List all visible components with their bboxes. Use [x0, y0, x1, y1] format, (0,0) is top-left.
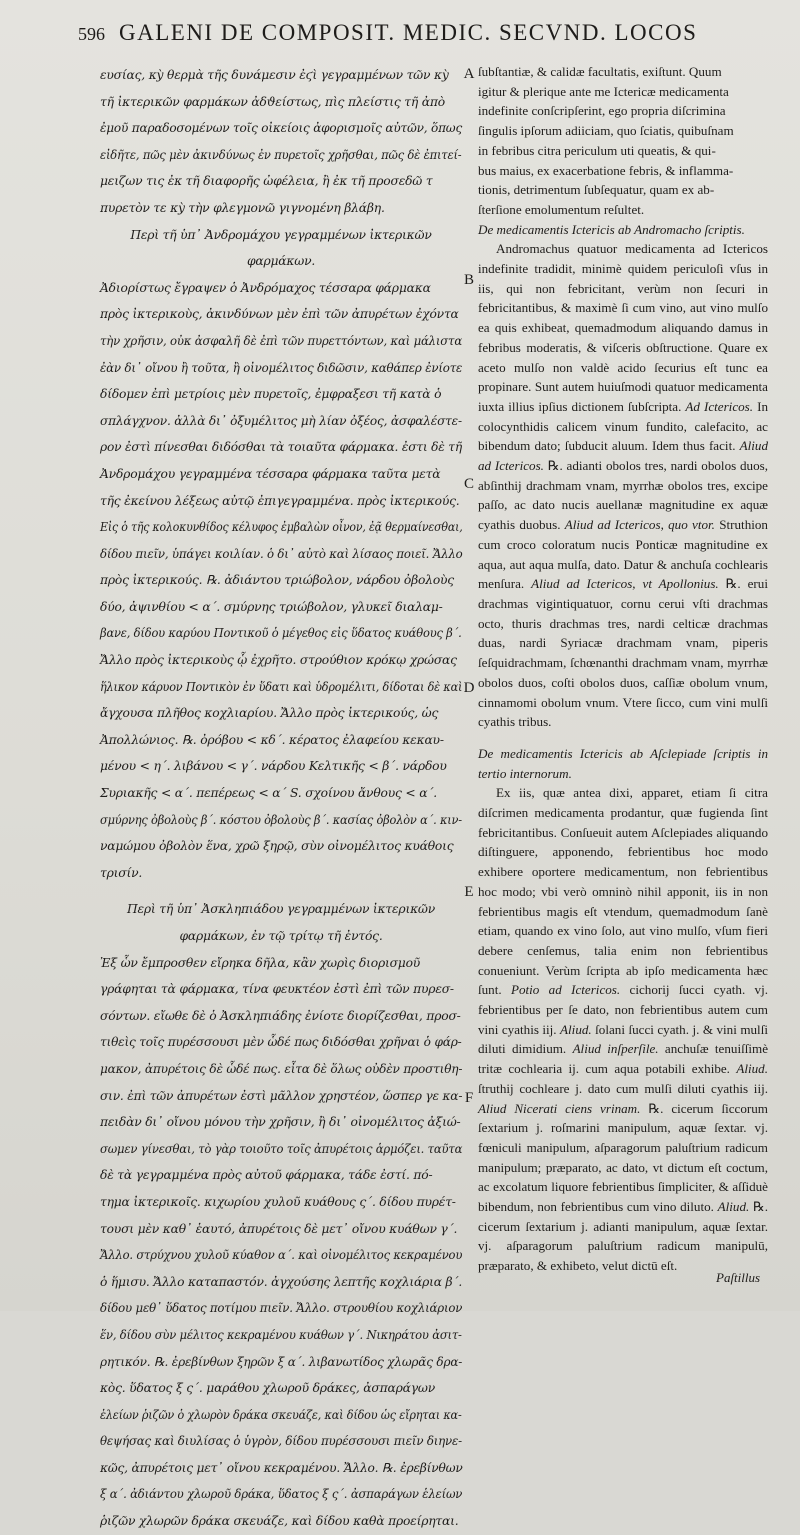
greek-text-line: ὁ ἥμισυ. Ἄλλο καταπαστόν. ἀγχούσης λεπτῆς κοχλιάρια β΄.	[100, 1274, 463, 1289]
greek-text-line: βανε, δίδου καρύου Ποντικοῦ ὁ μέγεθος εἰς ὕδατος κυάθους β΄.	[100, 626, 462, 641]
greek-text-line: ξ α΄. ἀδιάντου χλωροῦ δράκα, ὕδατος ξ ς΄. ἀσπαράγων ἑλείων	[100, 1487, 463, 1502]
recipe-text: ſtruthij cochleare j. dato cum mulſi diluti cyathis iij.	[478, 1080, 768, 1096]
latin-text-line: bus maius, ex exacerbatione febris, & inflamma-	[478, 162, 734, 178]
recipe-text: ſolani ſucci cyath. j. & vini mulſi diluti dimidium.	[478, 1021, 768, 1057]
latin-section-1-text: Andromachus quatuor medicamenta ad Ictericos indefinite tradidit, minimè quidem periculoſi vſus in iis, qui non febricitant, verùm non ſecuri in febricitantibus, & maximè ſi cum vino, aut vino mulſo ea quis exhibeat, quemadmodum aliquando damus in febribus moderatis, & viſceris obſtructione. Quare ex aceto mulſo non valdè acido ſecurius eſt tunc ea propinare. Sunt autem huiuſmodi quatuor medicamenta iuxta illius ipſius dictionem ſubſcripta.	[478, 241, 768, 414]
latin-text-line: igitur & plerique ante me Ictericæ medicamenta	[478, 83, 729, 99]
greek-text-line: γράφηται τὰ φάρμακα, τίνα φευκτέον ἐστὶ ἐπὶ τῶν πυρεσ-	[100, 982, 454, 997]
greek-text-line: ναμώμου ὀβολὸν ἕνα, χρῶ ξηρῷ, σὺν οἰνομέλιτος κυάθοις	[100, 839, 454, 854]
margin-letter-a: A	[463, 66, 475, 82]
latin-text-line: ſingulis ipſorum adiiciam, quo ſciatis, quibuſnam	[478, 123, 734, 139]
greek-text-line: ῥιζῶν χλωρῶν δράκα σκευάζε, καὶ δίδου καθὰ προείρηται.	[100, 1514, 459, 1529]
latin-section-2-title: De medicamentis Ictericis ab Aſclepiade ſcriptis in tertio internorum.	[478, 745, 768, 781]
latin-text-line: indefinite conſcripſerint, ego propria diſcrimina	[478, 103, 726, 119]
recipe-label: Aliud.	[560, 1021, 592, 1037]
greek-section-1-body	[100, 275, 462, 887]
greek-text-line: κῶς, ἀπυρέτοις μετ᾽ οἴνου κεκραμένου. Ἄλλο. ℞. ἐρεβίνθων	[100, 1460, 463, 1475]
margin-letter-b: B	[463, 272, 474, 288]
recipe-label: Aliud ad Ictericos.	[478, 438, 768, 474]
latin-section-2-body	[478, 783, 768, 1276]
greek-text-line: τουσι μὲν καθ᾽ ἑαυτό, ἀπυρέτοις δὲ μετ᾽ οἴνου κυάθων γ΄.	[100, 1221, 458, 1236]
recipe-text: ℞. erui drachmas vigintiquatuor, cornu cerui vſti drachmas octo, thuris drachmas tres, nardi celticæ drachmas duas, nardi Syriacæ drachmam vnam, piperis ſeſquidrachmam, ſchœnanthi drachmam vnam, myrrhæ obolos duos, coſti obolos duos, caſſiæ obolum vnum, cinnamomi obolum vnum. Vtere ſicco, cum vini mulſi cyathis tribus.	[478, 576, 768, 730]
greek-text-line: δίδομεν ἐπὶ μετρίοις μὲν πυρετοῖς, ἐμφραξεσι τῆ κατὰ ὁ	[100, 387, 442, 402]
page-header	[78, 20, 760, 46]
latin-text-line: in febribus citra periculum uti queatis, & qui-	[478, 142, 716, 158]
recipe-label: Aliud ad Ictericos, quo vtor.	[564, 517, 715, 533]
latin-section-2-text: Ex iis, quæ antea dixi, apparet, etiam ſi citra diſcrimen medicamenta prodantur, quæ fugienda ſint febricitantibus. Conſueuit autem Aſclepiades aliquando diſtinguere, apponendo, febrientibus hoc modo exhibere oportere medicamentum, non febrientibus hoc modo; vbi verò omninò nihil apponit, iis in non febrientibus magis eſt vtendum, quemadmodum ſanè etiam, quando ex vino ſolo, aut vino mulſo, vſum fieri debere cenſemus, talia enim non febrientibus conueniunt. Verùm ſcripta ab ipſo medicamenta hæc ſunt.	[478, 785, 768, 998]
latin-section-2-recipes	[478, 982, 768, 1273]
latin-section-1-title: De medicamentis Ictericis ab Andromacho ſcriptis.	[478, 221, 745, 237]
recipe-text: Struthion cum croco coloratum nucis Ponticæ magnitudine ex aqua, aut aqua mulſa, dato. Datur & anchuſa cochlearis menſura.	[478, 517, 768, 592]
recipe-label: Aliud ad Ictericos, vt Apollonius.	[531, 576, 719, 592]
greek-section-2-title: Περὶ τῆ ὑπ᾽ Ἀσκληπιάδου γεγραμμένων ἰκτερικῶν φαρμάκων, ἐν τῷ τρίτῳ τῆ ἐντός.	[126, 902, 436, 943]
greek-text-line: δύο, ἀψινθίου < α΄. σμύρνης τριώβολον, γλυκεῖ διαλαμ-	[100, 599, 443, 614]
greek-text-line: ἐμοῦ παραδοσομένων τοῖς οἰκείοις ἀφορισμοῖς αὐτῶν, ὅπως	[100, 121, 463, 136]
latin-column	[478, 62, 768, 1276]
greek-text-line: ἥλικον κάρυον Ποντικὸν ἐν ὕδατι καὶ ὑδρομέλιτι, δίδοται δὲ καὶ	[100, 679, 463, 694]
greek-text-line: σιν. ἐπὶ τῶν ἀπυρέτων ἐστὶ μᾶλλον χρηστέον, ὥσπερ γε κα-	[100, 1088, 463, 1103]
greek-text-line: ἑλείων ῥιζῶν ὁ χλωρὸν δράκα σκευάζε, καὶ δίδου ὡς εἴρηται κα-	[100, 1407, 462, 1422]
greek-text-line: σωμεν γίνεσθαι, τὸ γὰρ τοιοῦτο τοῖς ἀπυρέτοις ἁρμόζει. ταῦτα	[100, 1141, 463, 1156]
greek-intro	[100, 62, 462, 222]
greek-text-line: ρητικόν. ℞. ἐρεβίνθων ξηρῶν ξ α΄. λιβανωτίδος χλωρᾶς δρα-	[100, 1354, 463, 1369]
greek-text-line: Ἄλλο. στρύχνου χυλοῦ κύαθον α΄. καὶ οἰνομέλιτος κεκραμένου	[100, 1248, 463, 1263]
greek-text-line: Εἰς ὁ τῆς κολοκυνθίδος κέλυφος ἐμβαλὼν οἶνον, ἐᾷ θερμαίνεσθαι,	[100, 520, 463, 535]
page-number: 596	[78, 24, 105, 44]
greek-text-line: ἄγχουσα πλῆθος κοχλιαρίου. Ἄλλο πρὸς ἰκτερικούς, ὡς	[100, 706, 439, 721]
greek-text-line: τημα ἰκτερικοῖς. κιχωρίου χυλοῦ κυάθους ς΄. δίδου πυρέτ-	[100, 1194, 456, 1209]
greek-text-line: ευσίας, κỳ θερμὰ τῆς δυνάμεσιν ἐϛὶ γεγραμμένων τῶν κỳ	[100, 68, 449, 82]
greek-text-line: τῆ ἰκτερικῶν φαρμάκων ἀδϑείστως, πὶς πλείστις τῆ ἀπὸ	[100, 94, 445, 109]
greek-text-line: Ἀνδρομάχου γεγραμμένα τέσσαρα φάρμακα ταῦτα μετὰ	[100, 466, 441, 481]
greek-text-line: πειδὰν δι᾽ οἴνου μόνου τὴν χρῆσιν, ἢ δι᾽ οἰνομέλιτος ἀξιώ-	[100, 1115, 461, 1130]
greek-text-line: τῆς ἐκείνου λέξεως αὐτῷ ἐπιγεγραμμένα. πρὸς ἰκτερικούς.	[100, 493, 460, 508]
recipe-text: ℞. adianti obolos tres, nardi obolos duos, abſinthij drachmam vnam, myrrhæ obolos tres, excipe paſſo, ac dato nucis auellanæ magnitudine ex aquæ cyathis duobus.	[478, 458, 769, 533]
greek-section-1-title: Περὶ τῆ ὑπ᾽ Ἀνδρομάχου γεγραμμένων ἰκτερικῶν φαρμάκων.	[130, 227, 432, 269]
greek-text-line: πρὸς ἰκτερικούς. ℞. ἀδιάντου τριώβολον, νάρδου ὀβολοὺς	[100, 573, 454, 588]
recipe-text: anchuſæ tenuiſſimè tritæ cochlearia ij. cum aqua potabili exhibe.	[478, 1041, 768, 1077]
recipe-text: In colocynthidis calicem vinum fundito, calefacito, ac bibendum dato; ſubducit aluum. Idem thus facit.	[478, 398, 769, 454]
greek-text-line: δίδου πιεῖν, ὑπάγει κοιλίαν. ὁ δι᾽ αὐτὸ καὶ λίσαος ποιεῖ. Ἄλλο	[100, 546, 463, 561]
greek-text-line: σόντων. εἴωθε δὲ ὁ Ἀσκληπιάδης ἐνίοτε διορίζεσθαι, προσ-	[100, 1008, 461, 1023]
greek-section-2-body	[100, 950, 462, 1535]
margin-letter-c: C	[463, 476, 474, 492]
recipe-label: Aliud inſperſile.	[572, 1041, 659, 1057]
greek-text-line: Ἀδιορίστως ἔγραψεν ὁ Ἀνδρόμαχος τέσσαρα φάρμακα	[100, 280, 431, 295]
recipe-text: cichorij ſucci cyath. vj. febrientibus per ſe dato, non febrientibus autem cum vini cyathis iij.	[478, 982, 769, 1037]
running-title: GALENI DE COMPOSIT. MEDIC. SECVND. LOCOS	[119, 20, 698, 45]
greek-text-line: εἰδῆτε, πῶς μὲν ἀκινδύνως ἐν πυρετοῖς χρῆσθαι, πῶς δὲ ἐπιτεί-	[100, 147, 462, 162]
latin-section-1-body	[478, 239, 768, 732]
greek-text-line: Συριακῆς < α΄. πεπέρεως < α΄ S. σχοίνου ἄνθους < α΄.	[100, 786, 437, 801]
greek-text-line: πυρετὸν τε κỳ τὴν φλεγμονῶ γιγνομένη βλάβη.	[100, 200, 385, 215]
greek-text-line: ἕν, δίδου σὺν μέλιτος κεκραμένου κυάθων γ΄. Νικηράτου ἀσιτ-	[100, 1327, 462, 1342]
latin-text-line: tionis, detrimentum ſubſequatur, quam ex ab-	[478, 182, 715, 198]
margin-letter-d: D	[463, 680, 475, 696]
greek-text-line: Ἀπολλώνιος. ℞. ὀρόβου < κδ΄. κέρατος ἐλαφείου κεκαυ-	[100, 732, 444, 747]
greek-column	[100, 62, 462, 1535]
greek-text-line: κὸς. ὕδατος ξ ς΄. μαράθου χλωροῦ δράκες, ἀσπαράγων	[100, 1381, 435, 1396]
recipe-label: Aliud.	[736, 1061, 768, 1077]
catchword: Paſtillus	[716, 1270, 761, 1285]
recipe-text: ℞. cicerum ſextarium j. adianti manipulum, aquæ ſextar. vj. aſparagorum paluſtrium radicum manipulū, præparato, & exhibeto, velut dictū eſt.	[478, 1199, 769, 1274]
greek-text-line: τιθεὶς τοῖς πυρέσσουσι μὲν ὧδέ πως διδόσθαι χρῆναι ὁ φάρ-	[100, 1035, 462, 1050]
greek-text-line: μειζων τις ἐκ τῆ διαφορῆς ὠφέλεια, ἢ ἐκ τῆ προσεδῶ τ	[100, 174, 433, 189]
greek-text-line: δὲ τὰ γεγραμμένα πρὸς αὐτοῦ φάρμακα, τάδε ἐστί. πό-	[100, 1168, 433, 1183]
greek-text-line: σμύρνης ὀβολοὺς β΄. κόστου ὀβολοὺς β΄. κασίας ὀβολὸν α΄. κιν-	[100, 812, 462, 827]
greek-text-line: πρὸς ἰκτερικοὺς, ἀκινδύνων μὲν ἐπὶ τῶν ἀπυρέτων ἐχόντα	[100, 307, 459, 322]
greek-text-line: θεψήσας καὶ διυλίσας ὁ ὑγρὸν, δίδου πυρέσσουσι πιεῖν διηνε-	[100, 1434, 462, 1449]
recipe-label: Aliud.	[717, 1199, 750, 1215]
latin-text-line: ſubſtantiæ, & calidæ facultatis, exiſtunt. Quum	[478, 64, 722, 79]
greek-text-line: σπλάγχνον. ἀλλὰ δι᾽ ὀξυμέλιτος μὴ λίαν ὀξέος, ἀσφαλέστε-	[100, 413, 462, 428]
recipe-label: Potio ad Ictericos.	[510, 982, 621, 998]
greek-text-line: τὴν χρῆσιν, οὐκ ἀσφαλῆ δὲ ἐπὶ τῶν πυρεττόντων, καὶ μάλιστα	[100, 333, 463, 348]
greek-text-line: Ἐξ ὧν ἔμπροσθεν εἴρηκα δῆλα, κἂν χωρὶς διορισμοῦ	[100, 955, 421, 970]
latin-section-1-recipes	[478, 399, 768, 729]
greek-text-line: Ἄλλο πρὸς ἰκτερικοὺς ᾧ ἐχρῆτο. στρούθιον κρόκῳ χρώσας	[100, 653, 457, 668]
recipe-label: Aliud Nicerati ciens vrinam.	[478, 1100, 641, 1116]
greek-text-line: τρισίν.	[100, 865, 143, 880]
greek-text-line: ρον ἐστὶ πίνεσθαι διδόσθαι τὰ τοιαῦτα φάρμακα. ἐστι δὲ τῆ	[100, 440, 462, 455]
greek-text-line: δίδου μεθ᾽ ὕδατος ποτίμου πιεῖν. Ἄλλο. στρουθίου κοχλιάριον	[100, 1301, 463, 1316]
margin-letter-e: E	[464, 884, 474, 900]
recipe-label: Ad Ictericos.	[685, 398, 754, 414]
latin-intro	[478, 62, 768, 220]
greek-text-line: ἐὰν δι᾽ οἴνου ἢ τοῦτα, ἢ οἰνομέλιτος διδῶσιν, καθάπερ ἐνίοτε	[100, 360, 463, 375]
greek-text-line: μακον, ἀπυρέτοις δὲ ὧδέ πως. εἶτα δὲ ὅλως οὐδὲν προστιθη-	[100, 1061, 463, 1076]
recipe-text: ℞. cicerum ſiccorum ſextarium j. roſmarini manipulum, aquæ ſextar. vj. fœniculi manipulum, aſparagorum paluſtrium radicum manipulum; præparato, ac dato, vt dictum eſt coctum, ac excolatum liquore febrientibus ſimpliciter, & aſſiduè bibendum, non febrientibus cum vino diluto.	[478, 1100, 768, 1215]
greek-text-line: μένου < η΄. λιβάνου < γ΄. νάρδου Κελτικῆς < β΄. νάρδου	[100, 759, 447, 774]
latin-text-line: ſterſione emolumentum reſultet.	[478, 201, 645, 217]
margin-letter-f: F	[464, 1090, 474, 1106]
